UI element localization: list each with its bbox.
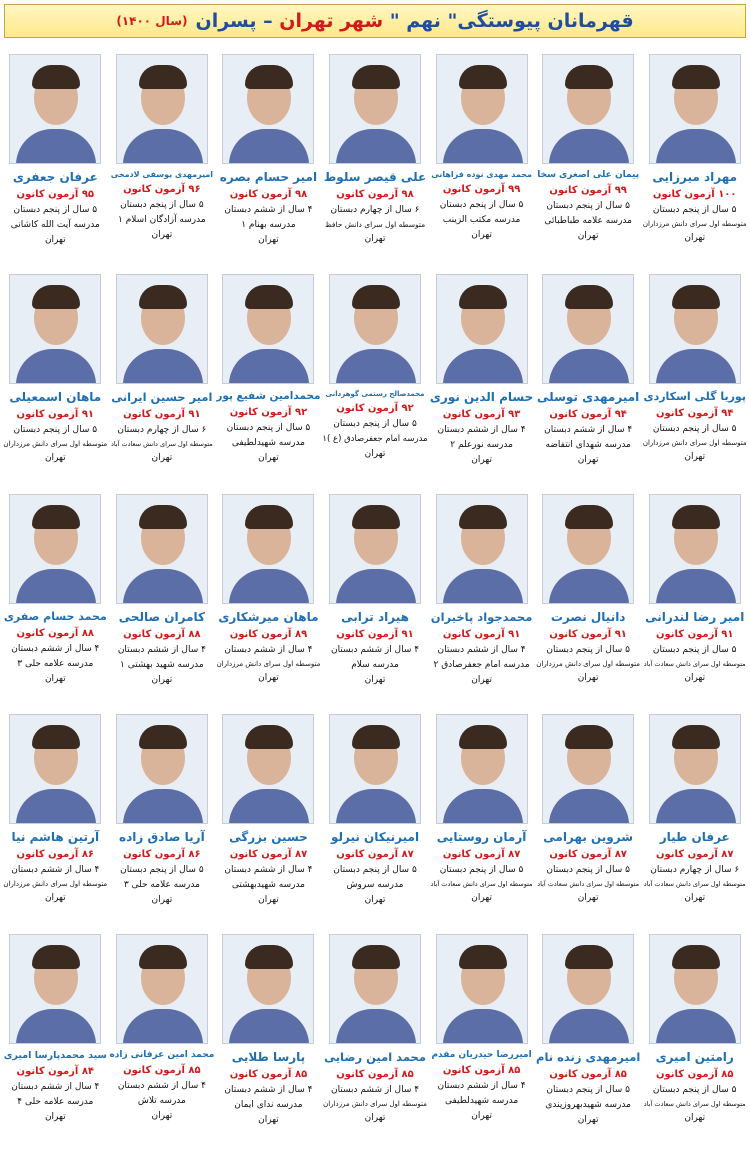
student-city: تهران — [471, 675, 492, 685]
student-score: ۸۴ آزمون کانون — [16, 1066, 95, 1077]
student-card — [215, 268, 322, 488]
student-name: شروین بهرامی — [543, 830, 634, 844]
student-city: تهران — [258, 453, 279, 463]
student-school: مدرسه علامه حلی ۳ — [17, 659, 94, 669]
student-city: تهران — [364, 1113, 386, 1123]
student-years: ۴ سال از ششم دبستان — [224, 205, 313, 215]
student-card — [322, 488, 429, 708]
header-title-text: قهرمانان پیوستگی" نهم " — [389, 10, 634, 32]
student-school: مدرسه ندای ایمان — [234, 1100, 303, 1110]
student-photo — [329, 714, 421, 824]
student-city: تهران — [684, 1113, 706, 1123]
student-name: رامتین امیری — [655, 1050, 734, 1064]
student-card — [109, 928, 216, 1148]
student-school: مدرسه تلاش — [137, 1096, 186, 1106]
student-card — [2, 708, 109, 928]
student-years: ۵ سال از پنجم دبستان — [652, 1085, 737, 1095]
student-name: آرمان روستایی — [436, 830, 527, 844]
student-years: ۵ سال از پنجم دبستان — [226, 423, 311, 433]
student-city: تهران — [258, 673, 279, 683]
student-school: مدرسه آیت الله کاشانی — [10, 220, 100, 230]
student-photo — [222, 274, 314, 384]
student-score: ۹۲ آزمون کانون — [229, 407, 308, 418]
student-score: ۸۶ آزمون کانون — [123, 849, 201, 860]
student-photo — [222, 54, 314, 164]
student-card — [2, 48, 109, 268]
student-card — [641, 928, 748, 1148]
student-school: مدرسه شهیدلطیفی — [231, 438, 306, 448]
student-years: ۶ سال از چهارم دبستان — [650, 865, 740, 875]
header-city: شهر تهران — [279, 10, 384, 32]
student-city: تهران — [44, 674, 66, 684]
student-name: علی قیصر سلوط — [323, 170, 427, 184]
student-score: ۹۱ آزمون کانون — [336, 629, 414, 640]
student-years: ۵ سال از پنجم دبستان — [13, 425, 98, 435]
student-years: ۴ سال از ششم دبستان — [117, 1081, 206, 1091]
student-city: تهران — [684, 452, 706, 462]
student-photo — [542, 934, 634, 1044]
student-card — [641, 48, 748, 268]
student-score: ۹۱ آزمون کانون — [549, 629, 627, 640]
student-photo — [436, 494, 528, 604]
student-name: حسام الدین نوری — [429, 390, 534, 404]
student-name: مهراد میرزایی — [652, 170, 738, 184]
student-name: پیمان علی اصغری سخا — [537, 170, 640, 180]
student-city: تهران — [151, 230, 173, 240]
student-name: پوریا گلی اسکاردی — [643, 390, 746, 403]
student-school: متوسطه اول سرای دانش مرزداران — [642, 220, 747, 228]
student-photo — [9, 934, 101, 1044]
student-name: ماهان اسمعیلی — [9, 390, 102, 404]
student-school: متوسطه اول سرای دانش سعادت آباد — [430, 880, 533, 888]
student-card — [109, 48, 216, 268]
student-years: ۵ سال از پنجم دبستان — [439, 865, 524, 875]
student-photo — [222, 934, 314, 1044]
student-name: پارسا طلایی — [231, 1050, 306, 1064]
student-name: ماهان میرشکاری — [218, 610, 319, 624]
student-city: تهران — [44, 893, 66, 903]
student-city: تهران — [471, 1111, 492, 1121]
student-city: تهران — [44, 1112, 66, 1122]
student-name: سید محمدپارسا امیری — [3, 1050, 107, 1061]
student-score: ۸۵ آزمون کانون — [123, 1065, 201, 1076]
student-city: تهران — [151, 1111, 173, 1121]
student-years: ۵ سال از پنجم دبستان — [546, 1085, 630, 1095]
student-years: ۶ سال از چهارم دبستان — [117, 425, 207, 435]
student-school: مدرسه امام جعفرصادق ۲ — [433, 660, 530, 670]
student-name: امیرمهدی زنده نام — [536, 1050, 641, 1064]
student-score: ۹۹ آزمون کانون — [549, 185, 627, 196]
student-city: تهران — [44, 235, 66, 245]
student-name: محمد امین رضایی — [324, 1050, 426, 1064]
student-school: مدرسه علامه حلی ۳ — [123, 880, 200, 890]
student-score: ۸۷ آزمون کانون — [336, 849, 414, 860]
student-school: مدرسه شهیدبهشتی — [231, 880, 306, 890]
student-school: متوسطه اول سرای دانش مرزداران — [3, 880, 108, 888]
student-city: تهران — [364, 234, 386, 244]
student-name: محمد حسام صفری — [3, 610, 107, 623]
student-photo — [649, 54, 741, 164]
student-photo — [9, 494, 101, 604]
student-card — [535, 268, 642, 488]
student-school: مدرسه آزادگان اسلام ۱ — [118, 215, 206, 225]
student-score: ۹۵ آزمون کانون — [16, 189, 95, 200]
student-score: ۹۸ آزمون کانون — [336, 189, 414, 200]
student-city: تهران — [684, 673, 706, 683]
student-school: مدرسه بهنام ۱ — [241, 220, 296, 230]
student-school: مدرسه شهیدلطیفی — [445, 1096, 519, 1106]
student-school: متوسطه اول سرای دانش سعادت آباد — [110, 440, 213, 448]
student-name: محمدجواد پاخیران — [430, 610, 533, 624]
student-school: متوسطه اول سرای دانش مرزداران — [642, 439, 747, 447]
student-score: ۸۹ آزمون کانون — [229, 629, 308, 640]
student-photo — [649, 934, 741, 1044]
student-city: تهران — [577, 673, 599, 683]
student-name: امیرمهدی توسلی — [537, 390, 640, 404]
student-card — [322, 708, 429, 928]
student-card — [535, 488, 642, 708]
student-city: تهران — [151, 895, 173, 905]
student-years: ۴ سال از ششم دبستان — [330, 645, 420, 655]
student-city: تهران — [258, 895, 279, 905]
student-score: ۸۶ آزمون کانون — [16, 849, 95, 860]
student-name: کامران صالحی — [118, 610, 206, 624]
student-city: تهران — [364, 449, 386, 459]
student-photo — [116, 494, 208, 604]
student-photo — [222, 494, 314, 604]
student-name: امیر حسام بصره — [219, 170, 318, 184]
student-city: تهران — [258, 235, 279, 245]
student-photo — [9, 274, 101, 384]
student-name: آریا صادق زاده — [119, 830, 205, 844]
student-years: ۴ سال از ششم دبستان — [11, 1082, 100, 1092]
student-score: ۹۴ آزمون کانون — [655, 408, 734, 419]
header-group: – پسران — [195, 10, 273, 32]
poster-header — [4, 4, 746, 38]
student-city: تهران — [258, 1115, 279, 1125]
student-school: مدرسه شهدای انتفاضه — [545, 440, 631, 450]
student-name: امیر حسین ایرانی — [111, 390, 213, 404]
student-school: متوسطه اول سرای دانش مرزداران — [323, 1100, 427, 1108]
student-school: متوسطه اول سرای دانش حافظ — [324, 220, 426, 229]
student-score: ۸۵ آزمون کانون — [549, 1069, 627, 1080]
header-year: (سال ۱۴۰۰) — [116, 14, 188, 28]
student-photo — [436, 934, 528, 1044]
student-card — [2, 488, 109, 708]
student-years: ۵ سال از پنجم دبستان — [546, 645, 630, 655]
student-photo — [116, 54, 208, 164]
student-score: ۸۵ آزمون کانون — [442, 1065, 521, 1076]
student-school: متوسطه اول سرای دانش سعادت آباد — [643, 880, 746, 888]
student-years: ۴ سال از ششم دبستان — [544, 425, 633, 435]
student-city: تهران — [151, 675, 173, 685]
student-school: مدرسه مکتب الزینب — [442, 215, 521, 225]
student-score: ۹۶ آزمون کانون — [123, 184, 201, 195]
student-name: عرفان جعفری — [12, 170, 98, 184]
student-city: تهران — [364, 895, 386, 905]
student-name: هیراد ترابی — [341, 610, 409, 624]
student-school: متوسطه اول سرای دانش مرزداران — [536, 660, 641, 668]
student-city: تهران — [577, 893, 599, 903]
student-school: مدرسه نورعلم ۲ — [450, 440, 513, 450]
student-score: ۹۱ آزمون کانون — [442, 629, 521, 640]
student-years: ۵ سال از پنجم دبستان — [652, 645, 737, 655]
student-years: ۵ سال از پنجم دبستان — [439, 200, 524, 210]
student-card — [215, 928, 322, 1148]
students-grid — [2, 48, 748, 1148]
student-years: ۵ سال از پنجم دبستان — [546, 201, 630, 211]
student-years: ۵ سال از پنجم دبستان — [546, 865, 630, 875]
header-title — [195, 10, 633, 32]
student-years: ۴ سال از ششم دبستان — [117, 645, 206, 655]
student-name: محمد مهدی نوده فراهانی — [431, 170, 532, 179]
student-photo — [436, 714, 528, 824]
student-card — [322, 928, 429, 1148]
student-years: ۴ سال از ششم دبستان — [330, 1085, 420, 1095]
student-score: ۹۴ آزمون کانون — [549, 409, 627, 420]
student-city: تهران — [577, 231, 599, 241]
student-name: محمد امین عرفانی زاده — [109, 1050, 215, 1060]
student-city: تهران — [471, 230, 492, 240]
student-score: ۹۲ آزمون کانون — [336, 403, 414, 414]
student-city: تهران — [471, 893, 492, 903]
student-photo — [649, 714, 741, 824]
student-years: ۶ سال از چهارم دبستان — [330, 205, 420, 215]
student-school: متوسطه اول سرای دانش سعادت آباد — [643, 1100, 746, 1108]
student-city: تهران — [471, 455, 492, 465]
student-school: مدرسه علامه طباطبائی — [544, 216, 632, 226]
student-years: ۵ سال از پنجم دبستان — [652, 424, 737, 434]
student-photo — [329, 54, 421, 164]
student-card — [109, 488, 216, 708]
student-score: ۸۷ آزمون کانون — [655, 849, 734, 860]
student-photo — [116, 934, 208, 1044]
student-score: ۹۱ آزمون کانون — [123, 409, 201, 420]
student-card — [641, 488, 748, 708]
student-card — [535, 708, 642, 928]
student-card — [109, 708, 216, 928]
student-photo — [436, 54, 528, 164]
student-years: ۴ سال از ششم دبستان — [437, 645, 526, 655]
student-photo — [649, 274, 741, 384]
student-photo — [542, 714, 634, 824]
student-photo — [116, 714, 208, 824]
student-years: ۴ سال از ششم دبستان — [224, 1085, 313, 1095]
student-name: محمدامین شفیع پور — [216, 390, 321, 402]
student-score: ۸۵ آزمون کانون — [655, 1069, 734, 1080]
student-school: مدرسه شهیدبهروزپندی — [545, 1100, 631, 1110]
student-school: مدرسه علامه حلی ۴ — [17, 1097, 94, 1107]
student-card — [322, 48, 429, 268]
student-photo — [9, 714, 101, 824]
student-score: ۹۹ آزمون کانون — [442, 184, 521, 195]
student-years: ۴ سال از ششم دبستان — [437, 1081, 526, 1091]
student-school: متوسطه اول سرای دانش مرزداران — [216, 660, 321, 668]
student-city: تهران — [577, 455, 599, 465]
student-card — [428, 928, 535, 1148]
student-card — [2, 928, 109, 1148]
student-card — [215, 488, 322, 708]
student-card — [109, 268, 216, 488]
student-school: متوسطه اول سرای دانش مرزداران — [3, 440, 108, 448]
student-school: متوسطه اول سرای دانش سعادت آباد — [643, 660, 746, 668]
student-school: مدرسه سلام — [351, 660, 399, 670]
student-school: متوسطه اول سرای دانش سعادت آباد — [537, 880, 640, 888]
student-years: ۵ سال از پنجم دبستان — [120, 200, 204, 210]
student-name: محمدصالح رستمی گوهردانی — [325, 390, 425, 398]
student-score: ۹۳ آزمون کانون — [442, 409, 521, 420]
student-photo — [436, 274, 528, 384]
student-score: ۸۷ آزمون کانون — [549, 849, 627, 860]
student-city: تهران — [44, 453, 66, 463]
student-score: ۸۸ آزمون کانون — [16, 628, 95, 639]
student-city: تهران — [684, 233, 706, 243]
student-score: ۹۸ آزمون کانون — [229, 189, 308, 200]
student-score: ۹۱ آزمون کانون — [16, 409, 95, 420]
student-city: تهران — [151, 453, 173, 463]
student-city: تهران — [577, 1115, 599, 1125]
student-card — [641, 708, 748, 928]
student-photo — [329, 934, 421, 1044]
student-years: ۴ سال از ششم دبستان — [437, 425, 526, 435]
student-photo — [222, 714, 314, 824]
student-card — [535, 48, 642, 268]
student-school: مدرسه شهید بهشتی ۱ — [120, 660, 204, 670]
student-name: عرفان طیار — [659, 830, 730, 844]
student-photo — [649, 494, 741, 604]
student-name: امیرمهدی یوسفی لادمخی — [110, 170, 214, 179]
student-years: ۴ سال از ششم دبستان — [11, 644, 100, 654]
student-card — [215, 708, 322, 928]
student-card — [215, 48, 322, 268]
student-city: تهران — [684, 893, 706, 903]
student-years: ۵ سال از پنجم دبستان — [652, 205, 737, 215]
student-score: ۱۰۰ آزمون کانون — [652, 189, 737, 200]
student-name: حسین بزرگی — [229, 830, 308, 844]
student-score: ۸۷ آزمون کانون — [442, 849, 521, 860]
student-score: ۹۱ آزمون کانون — [655, 629, 734, 640]
student-card — [428, 488, 535, 708]
student-years: ۴ سال از ششم دبستان — [11, 865, 100, 875]
student-years: ۴ سال از ششم دبستان — [224, 645, 313, 655]
student-name: امیرنیکان نیرلو — [330, 830, 420, 844]
student-card — [535, 928, 642, 1148]
student-years: ۴ سال از ششم دبستان — [224, 865, 313, 875]
student-years: ۵ سال از پنجم دبستان — [333, 865, 417, 875]
student-school: مدرسه امام جعفرصادق (ع )۱ — [322, 434, 428, 444]
student-score: ۸۷ آزمون کانون — [229, 849, 308, 860]
student-name: آرتین هاشم نیا — [11, 830, 100, 844]
student-name: دانیال نصرت — [550, 610, 626, 624]
student-photo — [329, 274, 421, 384]
student-score: ۸۵ آزمون کانون — [229, 1069, 308, 1080]
student-photo — [542, 54, 634, 164]
student-photo — [329, 494, 421, 604]
student-name: امیر رضا لندرانی — [645, 610, 745, 624]
student-years: ۵ سال از پنجم دبستان — [13, 205, 98, 215]
student-card — [428, 268, 535, 488]
student-card — [641, 268, 748, 488]
student-photo — [542, 494, 634, 604]
student-photo — [116, 274, 208, 384]
student-score: ۸۵ آزمون کانون — [336, 1069, 414, 1080]
student-photo — [542, 274, 634, 384]
student-card — [428, 48, 535, 268]
student-city: تهران — [364, 675, 386, 685]
student-name: امیررضا حیدریان مقدم — [431, 1050, 532, 1060]
student-photo — [9, 54, 101, 164]
student-score: ۸۸ آزمون کانون — [123, 629, 201, 640]
student-card — [2, 268, 109, 488]
student-years: ۵ سال از پنجم دبستان — [333, 419, 417, 429]
student-school: مدرسه سروش — [346, 880, 404, 890]
student-years: ۵ سال از پنجم دبستان — [120, 865, 204, 875]
student-card — [322, 268, 429, 488]
student-card — [428, 708, 535, 928]
